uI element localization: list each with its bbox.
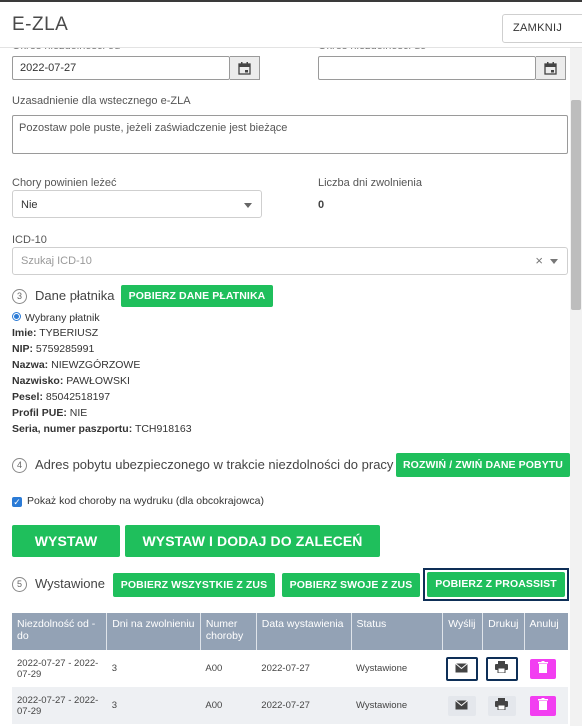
scrollbar-thumb[interactable] <box>571 100 581 310</box>
step-4-badge: 4 <box>12 458 27 473</box>
envelope-icon <box>455 663 468 673</box>
days-label: Liczba dni zwolnienia <box>318 177 422 189</box>
days-value: 0 <box>318 199 325 211</box>
cell-days: 3 <box>107 650 201 687</box>
column-header: Wyślij <box>443 613 483 650</box>
show-code-checkbox[interactable]: ✓ <box>13 497 21 507</box>
cell-cancel <box>524 650 568 687</box>
dialog-title: E-ZLA <box>12 14 69 35</box>
cell-date: 2022-07-27 <box>256 687 351 724</box>
lying-select-value: Nie <box>21 199 38 211</box>
table-row <box>12 687 568 724</box>
print-button[interactable] <box>488 696 516 716</box>
fetch-own-zus-button[interactable]: POBIERZ SWOJE Z ZUS <box>282 573 420 597</box>
lying-label: Chory powinien leżeć <box>12 177 117 189</box>
column-header: Drukuj <box>483 613 524 650</box>
toggle-address-button[interactable]: ROZWIŃ / ZWIŃ DANE POBYTU <box>396 453 570 477</box>
fetch-proassist-button[interactable]: POBIERZ Z PROASSIST <box>427 572 565 597</box>
close-button[interactable]: ZAMKNIJ <box>502 14 582 43</box>
show-code-label: Pokaż kod choroby na wydruku (dla obcokrajowca) <box>27 495 264 507</box>
printer-icon <box>495 661 508 673</box>
send-button[interactable] <box>448 696 476 716</box>
column-header: Numer choroby <box>200 613 256 650</box>
cell-days: 3 <box>107 687 201 724</box>
lying-select[interactable] <box>12 190 262 218</box>
column-header: Data wystawienia <box>256 613 351 650</box>
column-header: Dni na zwolnieniu <box>107 613 201 650</box>
payer-field-pue: Profil PUE: NIE <box>12 407 88 419</box>
issued-table <box>12 613 568 724</box>
chevron-down-icon <box>244 203 252 208</box>
icd-search-select[interactable] <box>12 247 568 275</box>
delete-button[interactable] <box>530 659 556 679</box>
payer-radio[interactable] <box>12 312 21 321</box>
trash-icon <box>538 661 548 673</box>
cell-range: 2022-07-27 - 2022-07-29 <box>12 687 107 724</box>
payer-field-passport: Seria, numer paszportu: TCH918163 <box>12 423 192 435</box>
payer-radio-label: Wybrany płatnik <box>25 312 100 324</box>
icd-label: ICD-10 <box>12 234 47 246</box>
cell-send <box>443 650 483 687</box>
payer-field-nazwa: Nazwa: NIEWZGÓRZOWE <box>12 359 141 371</box>
date-to-input[interactable] <box>318 56 536 80</box>
cell-code: A00 <box>200 687 256 724</box>
cell-date: 2022-07-27 <box>256 650 351 687</box>
payer-field-imie: Imie: TYBERIUSZ <box>12 327 99 339</box>
envelope-icon <box>455 700 468 710</box>
trash-icon <box>538 698 548 710</box>
date-from-input[interactable]: 2022-07-27 <box>12 56 230 80</box>
table-header-row <box>12 613 568 650</box>
send-button[interactable] <box>446 657 478 681</box>
justification-label: Uzasadnienie dla wstecznego e-ZLA <box>12 95 191 107</box>
payer-field-nip: NIP: 5759285991 <box>12 343 95 355</box>
fetch-payer-button[interactable]: POBIERZ DANE PŁATNIKA <box>121 285 273 307</box>
date-to-calendar-button[interactable] <box>536 56 566 80</box>
cell-print <box>483 687 524 724</box>
cell-print <box>483 650 524 687</box>
step-5-badge: 5 <box>12 577 27 592</box>
issued-section-title: Wystawione <box>35 576 105 591</box>
clear-icon[interactable]: × <box>535 253 543 268</box>
justification-textarea[interactable]: Pozostaw pole puste, jeżeli zaświadczenie jest bieżące <box>12 115 568 154</box>
payer-field-nazwisko: Nazwisko: PAWŁOWSKI <box>12 375 130 387</box>
scrollbar[interactable] <box>570 48 582 726</box>
cell-range: 2022-07-27 - 2022-07-29 <box>12 650 107 687</box>
payer-field-pesel: Pesel: 85042518197 <box>12 391 111 403</box>
issue-button[interactable]: WYSTAW <box>12 525 120 557</box>
printer-icon <box>495 698 508 710</box>
column-header: Niezdolność od - do <box>12 613 107 650</box>
print-button[interactable] <box>486 657 518 681</box>
cell-status: Wystawione <box>351 687 443 724</box>
icd-placeholder: Szukaj ICD-10 <box>21 255 92 267</box>
delete-button[interactable] <box>530 696 556 716</box>
cell-cancel <box>524 687 568 724</box>
dialog-header <box>0 2 582 48</box>
calendar-icon <box>238 62 251 75</box>
table-row <box>12 650 568 687</box>
payer-section-title: Dane płatnika <box>35 288 115 303</box>
cell-send <box>443 687 483 724</box>
cell-code: A00 <box>200 650 256 687</box>
date-from-calendar-button[interactable] <box>230 56 260 80</box>
column-header: Status <box>351 613 443 650</box>
step-3-badge: 3 <box>12 289 27 304</box>
address-section-title: Adres pobytu ubezpieczonego w trakcie niezdolności do pracy <box>35 457 394 472</box>
chevron-down-icon[interactable] <box>550 259 558 264</box>
issue-and-add-button[interactable]: WYSTAW I DODAJ DO ZALECEŃ <box>125 525 380 557</box>
column-header: Anuluj <box>524 613 568 650</box>
cell-status: Wystawione <box>351 650 443 687</box>
calendar-icon <box>544 62 557 75</box>
fetch-all-zus-button[interactable]: POBIERZ WSZYSTKIE Z ZUS <box>113 573 275 597</box>
